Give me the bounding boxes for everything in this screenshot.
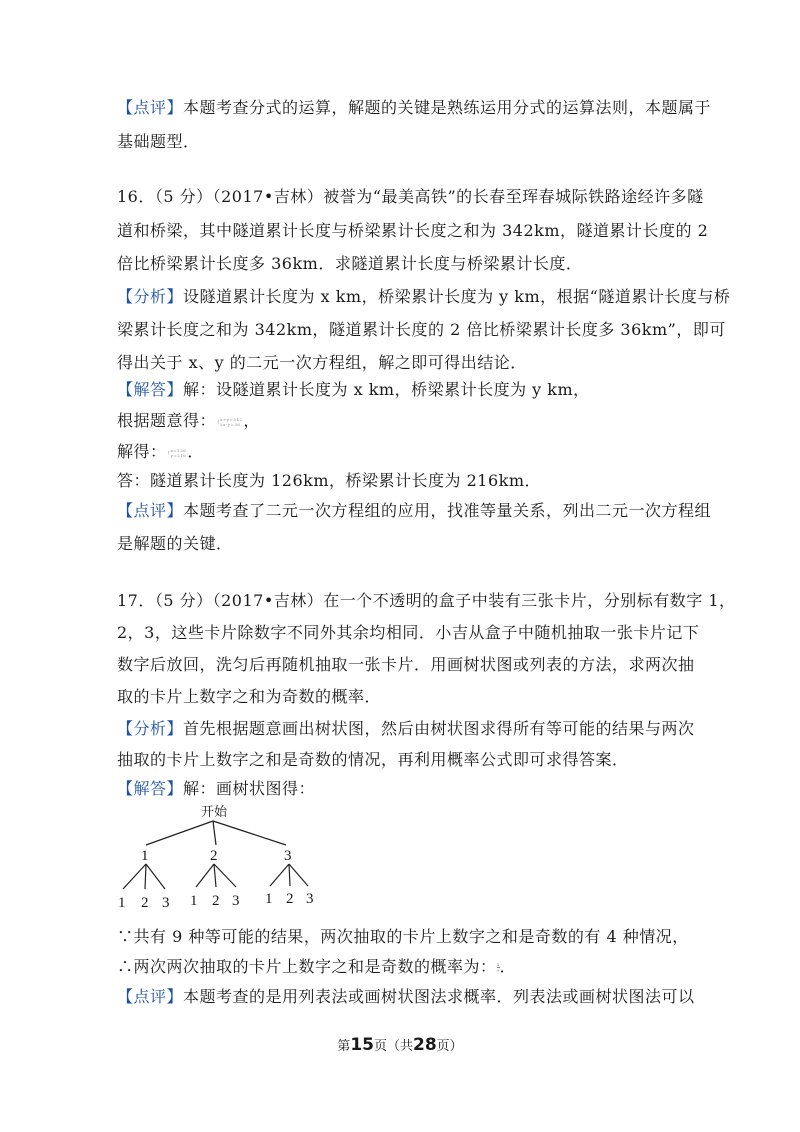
answer-tag: 【解答】 bbox=[117, 779, 184, 798]
tree-branch bbox=[146, 821, 213, 845]
q17-stem-line-4: 取的卡片上数字之和为奇数的概率． bbox=[117, 687, 382, 706]
q17-stem-line-3: 数字后放回，洗匀后再随机抽取一张卡片．用画树状图或列表的方法，求两次抽 bbox=[117, 655, 695, 674]
tree-leaf: 1 bbox=[190, 893, 198, 909]
comment-tag: 【点评】 bbox=[117, 98, 184, 117]
probability-fraction: $\frac{4}{9}$ bbox=[496, 962, 500, 973]
q17-stem-line-2: 2，3，这些卡片除数字不同外其余均相同．小吉从盒子中随机抽取一张卡片记下 bbox=[117, 623, 700, 642]
tree-branch bbox=[214, 864, 236, 887]
q16-stem-line-3: 倍比桥梁累计长度多 36km．求隧道累计长度与桥梁累计长度． bbox=[117, 254, 583, 273]
tree-branch bbox=[214, 864, 216, 887]
q17-therefore-line: ∴两次两次抽取的卡片上数字之和是奇数的概率为： $\frac{4}{9}$ ． bbox=[117, 957, 517, 976]
tree-branch bbox=[213, 821, 216, 845]
tree-leaf: 1 bbox=[265, 891, 273, 907]
tree-branch bbox=[289, 864, 308, 886]
tree-branch bbox=[145, 864, 146, 889]
tree-node-2: 2 bbox=[210, 848, 218, 864]
page-footer: 第15页（共28页） bbox=[337, 1035, 463, 1055]
q16-answer-line-4: 答：隧道累计长度为 126km，桥梁累计长度为 216km． bbox=[117, 471, 541, 490]
tree-root-label: 开始 bbox=[201, 805, 228, 820]
q16-comment-line-2: 是解题的关键． bbox=[117, 534, 233, 553]
tree-leaf: 2 bbox=[286, 891, 294, 907]
tree-leaf: 2 bbox=[141, 895, 149, 911]
comment-tag: 【点评】 bbox=[117, 501, 184, 520]
q17-answer-line-1: 【解答】解：画树状图得： bbox=[117, 779, 316, 798]
q16-comment-line-1: 【点评】本题考查了二元一次方程组的应用，找准等量关系，列出二元一次方程组 bbox=[117, 501, 712, 520]
tree-leaf: 3 bbox=[232, 893, 240, 909]
tree-branch bbox=[196, 864, 214, 887]
q17-because-line: ∵共有 9 种等可能的结果，两次抽取的卡片上数字之和是奇数的有 4 种情况， bbox=[117, 927, 689, 946]
p15-comment-line-1: 【点评】本题考查分式的运算，解题的关键是熟练运用分式的运算法则，本题属于 bbox=[117, 98, 712, 117]
analysis-tag: 【分析】 bbox=[117, 719, 184, 738]
total-pages: 28 bbox=[413, 1035, 437, 1055]
tree-leaf: 1 bbox=[118, 895, 126, 911]
q17-stem-line-1: 17．（5 分）（2017•吉林）在一个不透明的盒子中装有三张卡片，分别标有数字 1， bbox=[117, 591, 736, 610]
q16-analysis-line-1: 【分析】设隧道累计长度为 x km，桥梁累计长度为 y km，根据“隧道累计长度与桥 bbox=[117, 287, 731, 306]
page-number: 15 bbox=[350, 1035, 374, 1055]
q17-analysis-line-1: 【分析】首先根据题意画出树状图，然后由树状图求得所有等可能的结果与两次 bbox=[117, 719, 695, 738]
q17-comment-line-1: 【点评】本题考查的是用列表法或画树状图法求概率．列表法或画树状图法可以 bbox=[117, 987, 695, 1006]
tree-leaf: 2 bbox=[212, 893, 220, 909]
q16-answer-line-2: 根据题意得：{ x+y=342 2x-y=36 ， bbox=[117, 411, 260, 430]
tree-node-3: 3 bbox=[284, 848, 292, 864]
tree-branch bbox=[270, 864, 289, 886]
tree-branch bbox=[289, 864, 290, 886]
tree-leaf: 3 bbox=[162, 895, 170, 911]
q16-stem-line-1: 16．（5 分）（2017•吉林）被誉为“最美高铁”的长春至珲春城际铁路途经许多隧 bbox=[117, 187, 704, 206]
tree-branch bbox=[213, 821, 286, 845]
tree-node-1: 1 bbox=[141, 848, 149, 864]
q16-answer-line-1: 【解答】解：设隧道累计长度为 x km，桥梁累计长度为 y km， bbox=[117, 380, 590, 399]
q16-analysis-line-2: 梁累计长度之和为 342km，隧道累计长度的 2 倍比桥梁累计长度多 36km”，即可 bbox=[117, 320, 726, 339]
q17-analysis-line-2: 抽取的卡片上数字之和是奇数的情况，再利用概率公式即可求得答案． bbox=[117, 750, 629, 769]
q16-stem-line-2: 道和桥梁，其中隧道累计长度与桥梁累计长度之和为 342km，隧道累计长度的 2 bbox=[117, 221, 709, 240]
q16-analysis-line-3: 得出关于 x、y 的二元一次方程组，解之即可得出结论． bbox=[117, 353, 527, 372]
tree-branch bbox=[146, 864, 165, 889]
equation-system: { x+y=342 2x-y=36 bbox=[217, 416, 243, 427]
answer-tag: 【解答】 bbox=[117, 380, 184, 399]
analysis-tag: 【分析】 bbox=[117, 287, 184, 306]
tree-leaf: 3 bbox=[306, 891, 314, 907]
q16-answer-line-3: 解得：{ x=126 y=216 ． bbox=[117, 442, 204, 461]
probability-tree-diagram bbox=[110, 800, 330, 918]
comment-tag: 【点评】 bbox=[117, 987, 184, 1006]
p15-comment-line-2: 基础题型． bbox=[117, 132, 200, 151]
tree-branch bbox=[123, 864, 146, 889]
solution-system: { x=126 y=216 bbox=[167, 447, 187, 458]
